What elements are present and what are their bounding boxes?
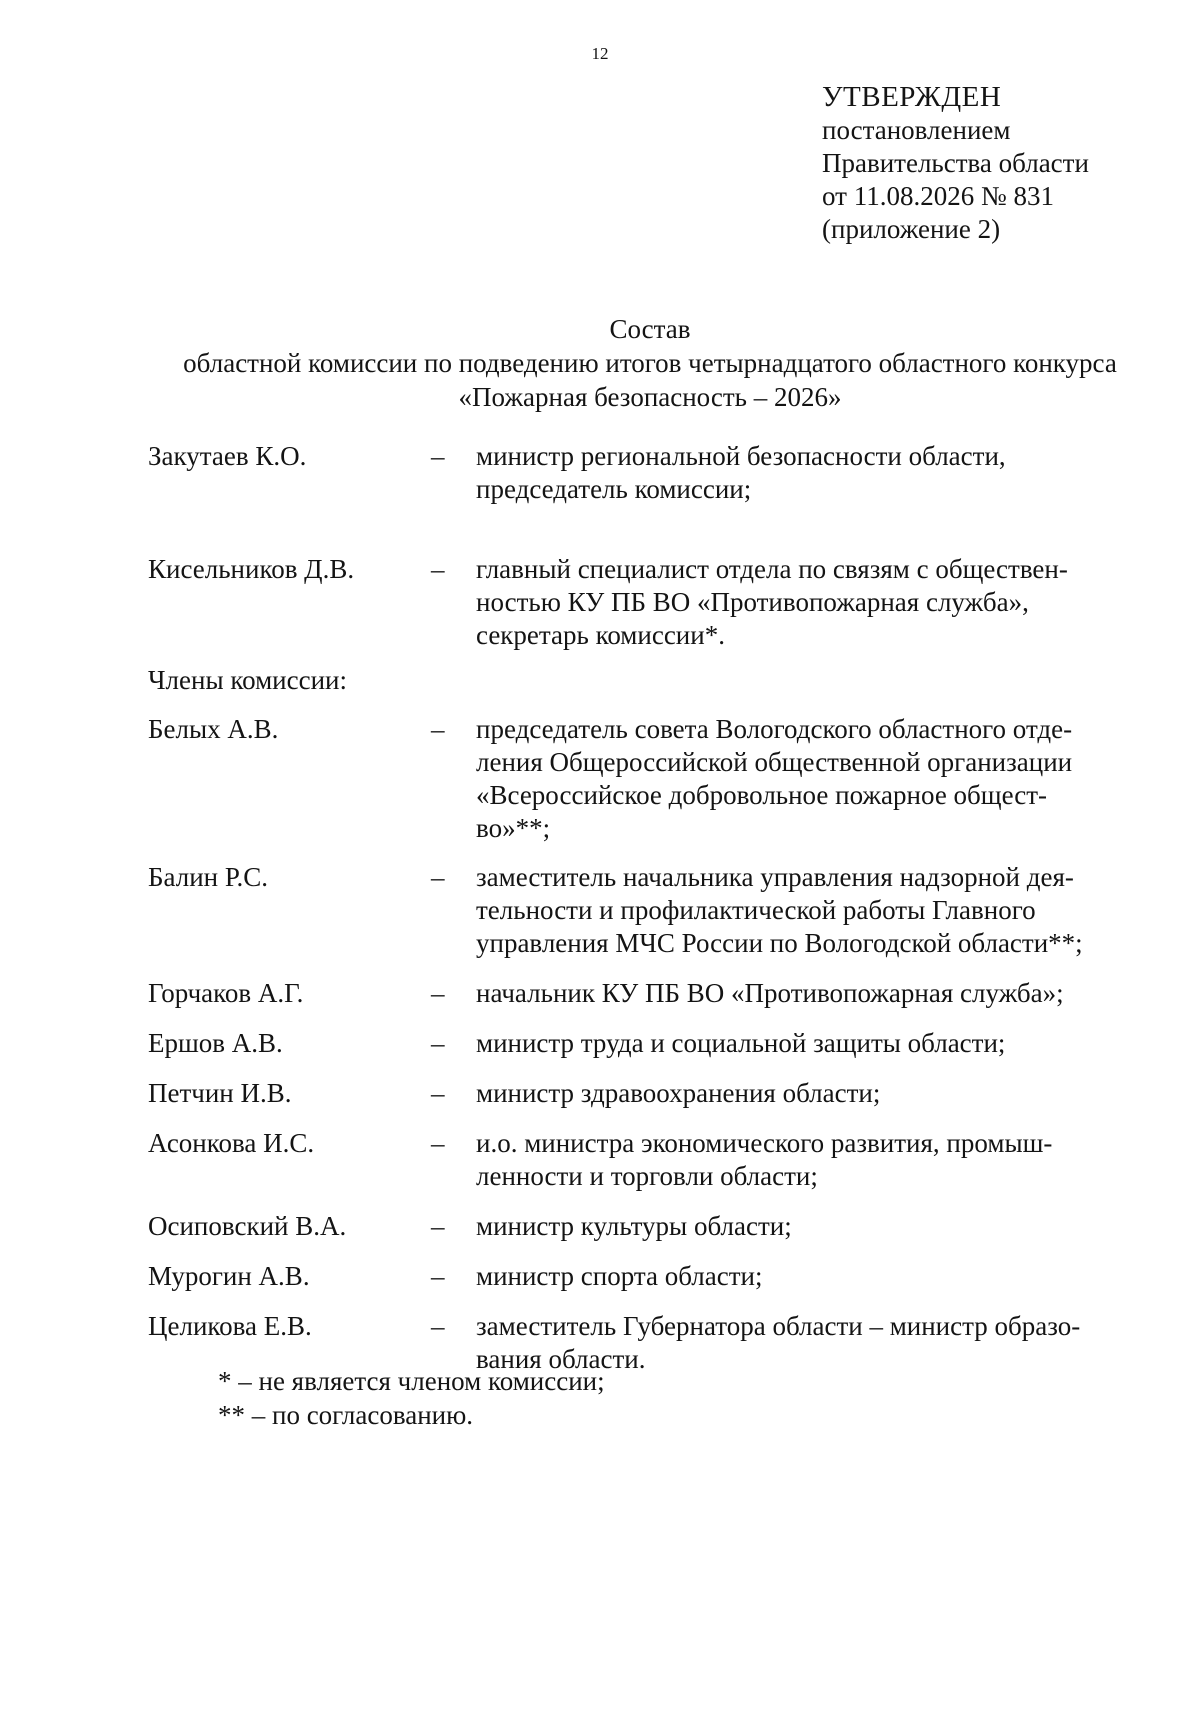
member-name: Асонкова И.С. [148, 1128, 315, 1158]
title-line-3: «Пожарная безопасность – 2026» [458, 382, 842, 412]
approval-stamp-block [822, 80, 1089, 246]
member-dash: – [431, 554, 445, 584]
approval-heading: УТВЕРЖДЕН [822, 81, 1002, 113]
member-position-line: тельности и профилактической работы Главного [476, 895, 1036, 925]
member-entry [148, 1077, 1138, 1110]
member-position-line: министр спорта области; [476, 1261, 763, 1291]
member-entry [148, 1127, 1138, 1193]
member-name: Ершов А.В. [148, 1028, 283, 1058]
member-dash: – [431, 1261, 445, 1291]
footnotes [218, 1364, 605, 1432]
member-position [476, 553, 1138, 652]
member-position-line: начальник КУ ПБ ВО «Противопожарная служба»; [476, 978, 1064, 1008]
member-position-line: главный специалист отдела по связям с обществен- [476, 554, 1068, 584]
member-entry [148, 1210, 1138, 1243]
document-title [0, 312, 1200, 414]
member-dash: – [431, 441, 445, 471]
member-name: Петчин И.В. [148, 1078, 292, 1108]
member-position-line: ностью КУ ПБ ВО «Противопожарная служба», [476, 587, 1029, 617]
member-position-line: министр культуры области; [476, 1211, 792, 1241]
approval-line: (приложение 2) [822, 214, 1001, 244]
member-position-line: во»**; [476, 813, 551, 843]
member-position-line: управления МЧС России по Вологодской области**; [476, 928, 1083, 958]
member-dash: – [431, 714, 445, 744]
member-position-line: министр труда и социальной защиты области; [476, 1028, 1006, 1058]
page-number: 12 [591, 44, 609, 63]
member-position [476, 1027, 1138, 1060]
member-position-line: ленности и торговли области; [476, 1161, 818, 1191]
member-position-line: и.о. министра экономического развития, промыш- [476, 1128, 1053, 1158]
members-label: Члены комиссии: [148, 665, 347, 695]
member-dash: – [431, 862, 445, 892]
member-position-line: вания области. [476, 1344, 646, 1374]
member-position [476, 713, 1138, 845]
member-entry [148, 553, 1138, 652]
member-name: Мурогин А.В. [148, 1261, 310, 1291]
member-position [476, 977, 1138, 1010]
member-position [476, 1127, 1138, 1193]
member-position [476, 1077, 1138, 1110]
member-position-line: заместитель начальника управления надзорной дея- [476, 862, 1074, 892]
member-position-line: «Всероссийское добровольное пожарное общест- [476, 780, 1048, 810]
member-entry [148, 977, 1138, 1010]
approval-line: Правительства области [822, 148, 1089, 178]
member-name: Осиповский В.А. [148, 1211, 347, 1241]
member-dash: – [431, 1211, 445, 1241]
member-position-line: министр региональной безопасности области, [476, 441, 1006, 471]
approval-line: постановлением [822, 115, 1011, 145]
footnote: ** – по согласованию. [218, 1400, 474, 1430]
member-position-line: председатель совета Вологодского областного отде- [476, 714, 1073, 744]
member-position-line: министр здравоохранения области; [476, 1078, 881, 1108]
member-name: Балин Р.С. [148, 862, 268, 892]
member-position-line: председатель комиссии; [476, 474, 752, 504]
member-name: Белых А.В. [148, 714, 279, 744]
member-name: Горчаков А.Г. [148, 978, 304, 1008]
member-position [476, 1260, 1138, 1293]
member-position [476, 1210, 1138, 1243]
member-position [476, 440, 1138, 506]
member-entry [148, 1027, 1138, 1060]
member-dash: – [431, 1311, 445, 1341]
approval-line: от 11.08.2026 № 831 [822, 181, 1054, 211]
member-name: Закутаев К.О. [148, 441, 307, 471]
member-dash: – [431, 1078, 445, 1108]
member-position-line: секретарь комиссии*. [476, 620, 725, 650]
member-name: Целикова Е.В. [148, 1311, 312, 1341]
member-entry [148, 861, 1138, 960]
member-dash: – [431, 1128, 445, 1158]
member-entry [148, 1260, 1138, 1293]
commission-members-list [148, 440, 1138, 1376]
member-dash: – [431, 1028, 445, 1058]
title-line-1: Состав [609, 314, 691, 344]
member-position-line: заместитель Губернатора области – министр образо- [476, 1311, 1081, 1341]
member-dash: – [431, 978, 445, 1008]
footnote: * – не является членом комиссии; [218, 1366, 605, 1396]
member-entry [148, 713, 1138, 845]
member-entry [148, 440, 1138, 506]
member-name: Кисельников Д.В. [148, 554, 355, 584]
member-position [476, 861, 1138, 960]
member-position-line: ления Общероссийской общественной организации [476, 747, 1073, 777]
title-line-2: областной комиссии по подведению итогов четырнадцатого областного конкурса [183, 348, 1117, 378]
